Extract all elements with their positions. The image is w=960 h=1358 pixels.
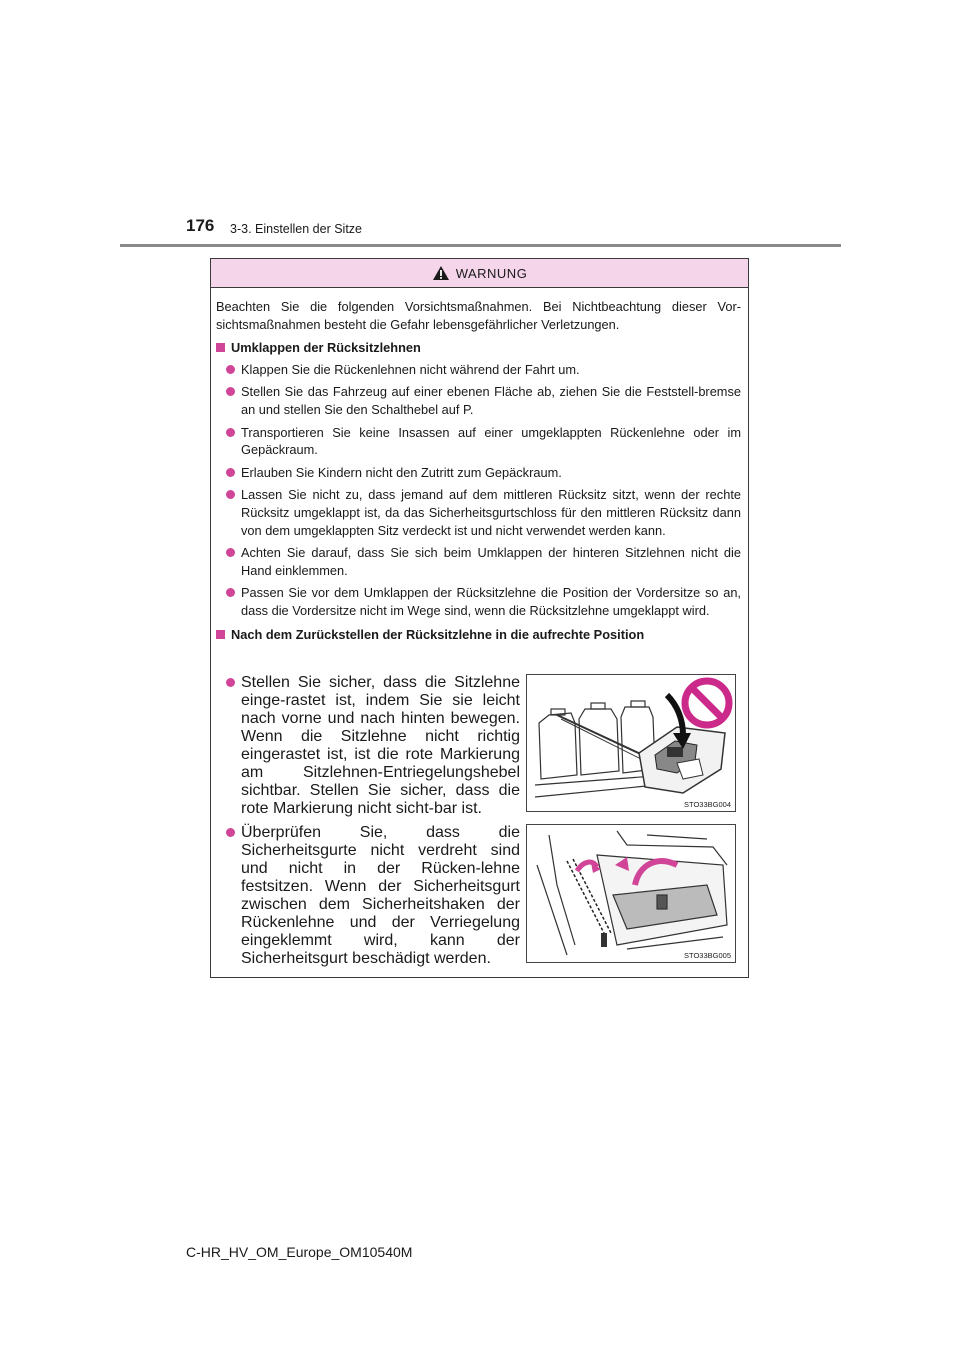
figure-row-1 [216, 674, 746, 817]
list-item [226, 544, 741, 579]
seat-lock-illustration [526, 674, 736, 812]
section-heading-fold [216, 339, 741, 357]
list-item [226, 361, 741, 379]
prohibition-icon [685, 681, 729, 725]
bullet-dot-icon [226, 588, 235, 597]
seatbelt-illustration [526, 824, 736, 963]
figure-code: STO33BG004 [684, 800, 731, 809]
list-item [226, 383, 741, 418]
seat-lever-figure [527, 675, 735, 811]
list-item-text: Passen Sie vor dem Umklappen der Rücksitzlehne die Position der Vordersitze so an, dass die Vordersitze nicht im Wege sind, wenn die Rücksitzlehne umgeklappt wird. [241, 585, 741, 618]
list-item [226, 424, 741, 459]
list-item-text: Lassen Sie nicht zu, dass jemand auf dem mittleren Rücksitz sitzt, wenn der rechte Rücksitz umgeklappt ist, da das Sicherheitsgurtschloss für den mittleren Rücksitz dann von dem umgeklappten Sitz verdeckt ist und nicht verwendet werden kann. [241, 487, 741, 538]
list-item-text: Stellen Sie das Fahrzeug auf einer ebenen Fläche ab, ziehen Sie die Feststell-bremse an und stellen Sie den Schalthebel auf P. [241, 384, 741, 417]
list-item-text: Klappen Sie die Rückenlehnen nicht während der Fahrt um. [241, 361, 580, 377]
page-number: 176 [186, 216, 215, 235]
figure-code: STO33BG005 [684, 951, 731, 960]
bullet-dot-icon [226, 387, 235, 396]
figure-row-2 [216, 824, 746, 967]
list-item-text: Achten Sie darauf, dass Sie sich beim Umklappen der hinteren Sitzlehnen nicht die Hand einklemmen. [241, 545, 741, 578]
list-item-text: Transportieren Sie keine Insassen auf einer umgeklappten Rückenlehne oder im Gepäckraum. [241, 424, 741, 458]
list-item-text: Stellen Sie sicher, dass die Sitzlehne einge-rastet ist, indem Sie sie leicht nach vorne und nach hinten bewegen. Wenn die Sitzlehne nicht richtig eingerastet ist, ist die rote Markierung am Sitzlehnen-Entriegelungshebel sichtbar. Stellen Sie sicher, dass die rote Markierung nicht sicht-bar ist. [241, 674, 520, 817]
section-heading-text: Nach dem Zurückstellen der Rücksitzlehne in die aufrechte Position [231, 626, 645, 642]
list-item [226, 464, 741, 482]
list-item [226, 824, 520, 968]
seatbelt-figure [527, 825, 735, 962]
warning-intro: Beachten Sie die folgenden Vorsichtsmaßnahmen. Bei Nichtbeachtung dieser Vor-sichtsmaßnahmen besteht die Gefahr lebensgefährlicher Verletzungen. [216, 299, 741, 332]
bullet-dot-icon [226, 428, 235, 437]
bullet-dot-icon [226, 365, 235, 374]
page-footer: C-HR_HV_OM_Europe_OM10540M [186, 1244, 413, 1260]
bullet-dot-icon [226, 468, 235, 477]
list-item [226, 674, 520, 818]
list-item [226, 584, 741, 619]
bullet-dot-icon [226, 490, 235, 499]
section-heading-upright [216, 626, 741, 644]
warning-header [211, 259, 748, 288]
bullet-dot-icon [226, 828, 235, 837]
list-item-text: Erlauben Sie Kindern nicht den Zutritt zum Gepäckraum. [241, 464, 562, 480]
warning-title: WARNUNG [455, 265, 528, 281]
square-bullet-icon [216, 630, 225, 639]
section-heading-text: Umklappen der Rücksitzlehnen [231, 340, 421, 356]
warning-box [210, 258, 749, 978]
bullet-dot-icon [226, 548, 235, 557]
section-title: 3-3. Einstellen der Sitze [230, 222, 363, 236]
square-bullet-icon [216, 343, 225, 352]
list-item-text: Überprüfen Sie, dass die Sicherheitsgurte nicht verdreht sind und nicht in der Rücken-lehne festsitzen. Wenn der Sicherheitsgurt zwischen dem Sicherheitshaken der Rückenlehne und der Verriegelung eingeklemmt wird, kann der Sicherheitsgurt beschädigt werden. [241, 824, 520, 967]
header-divider [120, 244, 841, 247]
bullet-dot-icon [226, 678, 235, 687]
list-item [226, 486, 741, 539]
warning-body [211, 288, 748, 643]
warning-triangle-icon [432, 265, 450, 281]
